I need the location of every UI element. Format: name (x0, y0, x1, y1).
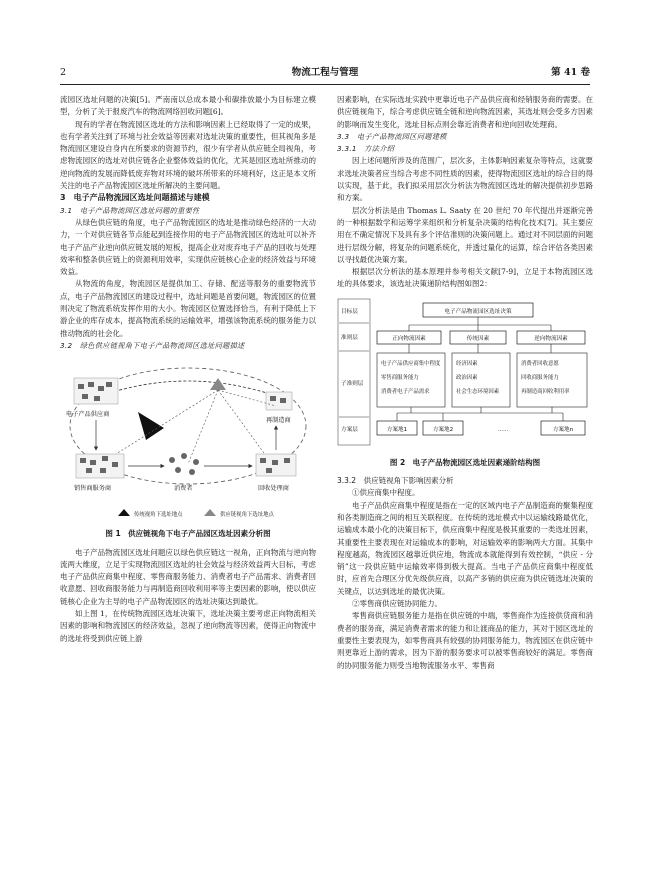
page-number: 2 (60, 67, 67, 78)
recycler-cluster (256, 454, 296, 476)
sub-item: 电子产品供应商集中程度 (381, 360, 441, 367)
plan-ellipsis: …… (497, 426, 509, 433)
plan-n: 方案地n (552, 426, 574, 433)
header-rule (60, 84, 590, 85)
remanufacturer-node (266, 392, 292, 410)
paragraph: 根据层次分析法的基本原理并参考相关文献[7-9]，立足于本物流园区选址的具体要求，该选址决策递阶结构图如图2： (337, 267, 593, 289)
paragraph: 因素影响，在实际选址实践中更靠近电子产品供应商和经销服务商的需要。在供应链视角下，综合考虑供应链全链和逆向物流因素，其选址则会受多方因素的影响而发生变化，选址目标点则会靠近消费者和逆向回收处理商。 (337, 95, 593, 129)
subsection-heading: 3.2 绿色供应链视角下电子产品物流园区选址问题描述 (60, 340, 245, 350)
legend-green: 供应链视角下选址地点 (220, 512, 274, 519)
supplier-label: 电子产品供应商 (66, 411, 110, 419)
paragraph: 零售商供应链服务能力是指在供应链的中端，零售商作为连接供货商和消费者的服务商，满足消费者需求的能力和让渡商品的能力，其对于园区选址的重要性主要表现为，如零售商具有较强的协同服务能力，物流园区在供应链中则更靠近上游的需求，因为下游的服务要求可以被零售商较好的满足。零售商的协同服务能力则受当地物流服务水平、零售商 (337, 611, 593, 670)
plan-2: 方案地2 (432, 426, 454, 433)
sub-item: 消费者电子产品需求 (381, 388, 430, 395)
figure-2-diagram (337, 297, 593, 453)
right-column (337, 94, 593, 672)
volume-label: 第 41 卷 (551, 67, 590, 78)
figure-2-caption: 图 2 电子产品物流园区选址因素递阶结构图 (389, 457, 541, 467)
paragraph: 因上述问题所涉及的范围广，层次多，主体影响因素复杂等特点，这就要求选址决策者应当综合考虑不同性质的因素，使得物流园区选址的综合目的得以实现，基于此，我们拟采用层次分析法为物流园区选址的解决提供初步思路和方案。 (337, 156, 593, 203)
journal-title: 物流工程与管理 (291, 67, 359, 78)
level-plan: 方案层 (341, 426, 358, 433)
left-column (60, 94, 316, 645)
list-item: ①供应商集中程度。 (352, 488, 420, 498)
paragraph: 如上图 1，在传统物流园区选址决策下，选址决策主要考虑正向物流相关因素的影响和物流园区的经济效益，忽视了逆向物流等因素，使得正向物流中的选址将受到供应链上游 (60, 609, 316, 643)
list-item: ②零售商供应链协同能力。 (352, 599, 442, 609)
green-site-marker (210, 378, 226, 390)
retailer-label: 销售商服务商 (74, 485, 112, 493)
sub-item: 消费者回收意愿 (521, 360, 559, 367)
remanufacturer-label: 再制造商 (266, 417, 291, 425)
plan-1: 方案地1 (386, 426, 408, 433)
figure-1-caption: 图 1 供应链视角下电子产品园区选址因素分析图 (105, 529, 271, 539)
consumer-cluster (169, 453, 199, 475)
paragraph: 现有的学者在物流园区选址的方法和影响因素上已经取得了一定的成果，也有学者关注到了环境与社会效益等因素对选址决策的重要性，但其视角多是物流园区建设自身内在所要求的资源节约，很少有学者从供应链全局视角，考虑物流园区的选址对供应链各企业整体效益的优化，尤其是园区选址所推动的逆向物流的发展而降低废弃物对环境的破坏所带来的环境利好，这正是本文所关注的电子产品物流园区选址所解决的主要问题。 (60, 119, 316, 191)
level-sub: 子准则层 (341, 380, 364, 387)
criteria-forward: 正向物流因素 (392, 335, 426, 342)
sub-item: 经济因素 (456, 360, 478, 367)
paragraph: 从物流的角度，物流园区是提供加工、存储、配送等服务的重要物流节点，电子产品物流园区的建设过程中，选址问题是首要问题，物流园区的位置则决定了物流系统发挥作用的大小。物流园区位置选择恰当，有利于降低上下游企业的库存成本，提高物流系统的运输效率，增强该物流系统的服务能力以推动物流的社会化。 (60, 279, 316, 338)
sub-item: 再制造商回收利用率 (521, 388, 570, 395)
paragraph: 从绿色供应链的角度，电子产品物流园区的选址是推动绿色经济的一大动力，一个对供应链各节点能起到连接作用的电子产品物流园区的选址可以补齐电子产品产业逆向供应链发展的短板，提高企业对废弃电子产品的回收与处理效率和整条供应链上的资源利用效率，实现供应链核心企业的经济效益与环境效益。 (60, 217, 316, 277)
paragraph: 层次分析法是由 Thomas L. Saaty 在 20 世纪 70 年代提出并逐渐完善的一种根据数学和运筹学来组织和分析复杂决策的结构化技术[7]。其主要应用在不确定情况下及具有多个评估准则的决策问题上。通过对不同层面的问题进行层级分解，将复杂的问题系统化，并透过量化的运算，综合评估各类因素以寻找最优决策方案。 (337, 205, 593, 264)
legend-traditional: 传统视角下选址地点 (134, 512, 183, 519)
subsection-heading: 3.1 电子产品物流园区选址问题的重要性 (60, 205, 200, 215)
figure-1-diagram (60, 356, 316, 524)
legend-traditional-icon (118, 509, 130, 516)
sub-item: 政治因素 (456, 374, 478, 381)
criteria-reverse: 逆向物流因素 (534, 335, 568, 342)
subsection-heading: 3.3 电子产品物流园区问题建模 (337, 131, 447, 141)
flow-arrow (100, 381, 276, 396)
criteria-traditional: 传统因素 (466, 335, 490, 342)
subsection-heading: 3.3.2 供应链视角下影响因素分析 (337, 476, 454, 486)
supplier-cluster (74, 378, 118, 404)
section-heading: 3 电子产品物流园区选址问题描述与建模 (60, 193, 210, 203)
figure-1 (60, 356, 316, 524)
level-goal: 目标层 (341, 308, 358, 315)
sub-item: 社会生态环境因素 (456, 388, 500, 395)
paragraph: 流园区选址问题的决策[5]。严南南以总成本最小和碳排放最小为目标建立模型，分析了关于报废汽车的物流网络回收问题[6]。 (60, 95, 316, 117)
subsection-heading: 3.3.1 方法介绍 (337, 144, 395, 154)
retailer-cluster (76, 454, 124, 478)
figure-2 (337, 297, 593, 453)
level-criteria: 准则层 (341, 334, 358, 341)
legend-green-icon (204, 509, 216, 516)
paragraph: 电子产品物流园区选址问题应以绿色供应链这一视角，正向物流与逆向物流两大维度，立足于实现物流园区选址的社会效益与经济效益两大目标，考虑电子产品供应商集中程度、零售商服务能力、消费者电子产品需求、消费者回收意愿、回收商服务能力与再制造商回收利用率等主要因素的影响，使以供应链核心企业为主导的电子产品物流园区的选址决策达到最优。 (60, 547, 316, 606)
paragraph: 电子产品供应商集中程度是指在一定的区域内电子产品制造商的聚集程度和各类制造商之间的相互关联程度。在传统的选址模式中以运输线路最优化，运输成本最小化的决策目标下，供应商集中程度是极其重要的一类选址因素，其重要性主要表现在对运输成本的影响，对运输效率的影响两大方面。其集中程度越高，物流园区越靠近供应地，物流成本就能得到有效控制，“供应 - 分销”这一段供应链中运输效率得到极大提高。当电子产品供应商集中程度低时，应首先合理区分优先级供应商，以高产多销的供应商为供应链选址决策的关键点，以达到选址的最优决策。 (337, 500, 593, 596)
sub-item: 回收商服务能力 (521, 374, 559, 381)
consumer-label: 消费者 (174, 485, 193, 493)
recycler-label: 回收处理商 (258, 485, 289, 493)
sub-item: 零售商服务能力 (381, 374, 419, 381)
goal-label: 电子产品物流园区选址决策 (444, 308, 512, 315)
running-header (60, 66, 590, 80)
